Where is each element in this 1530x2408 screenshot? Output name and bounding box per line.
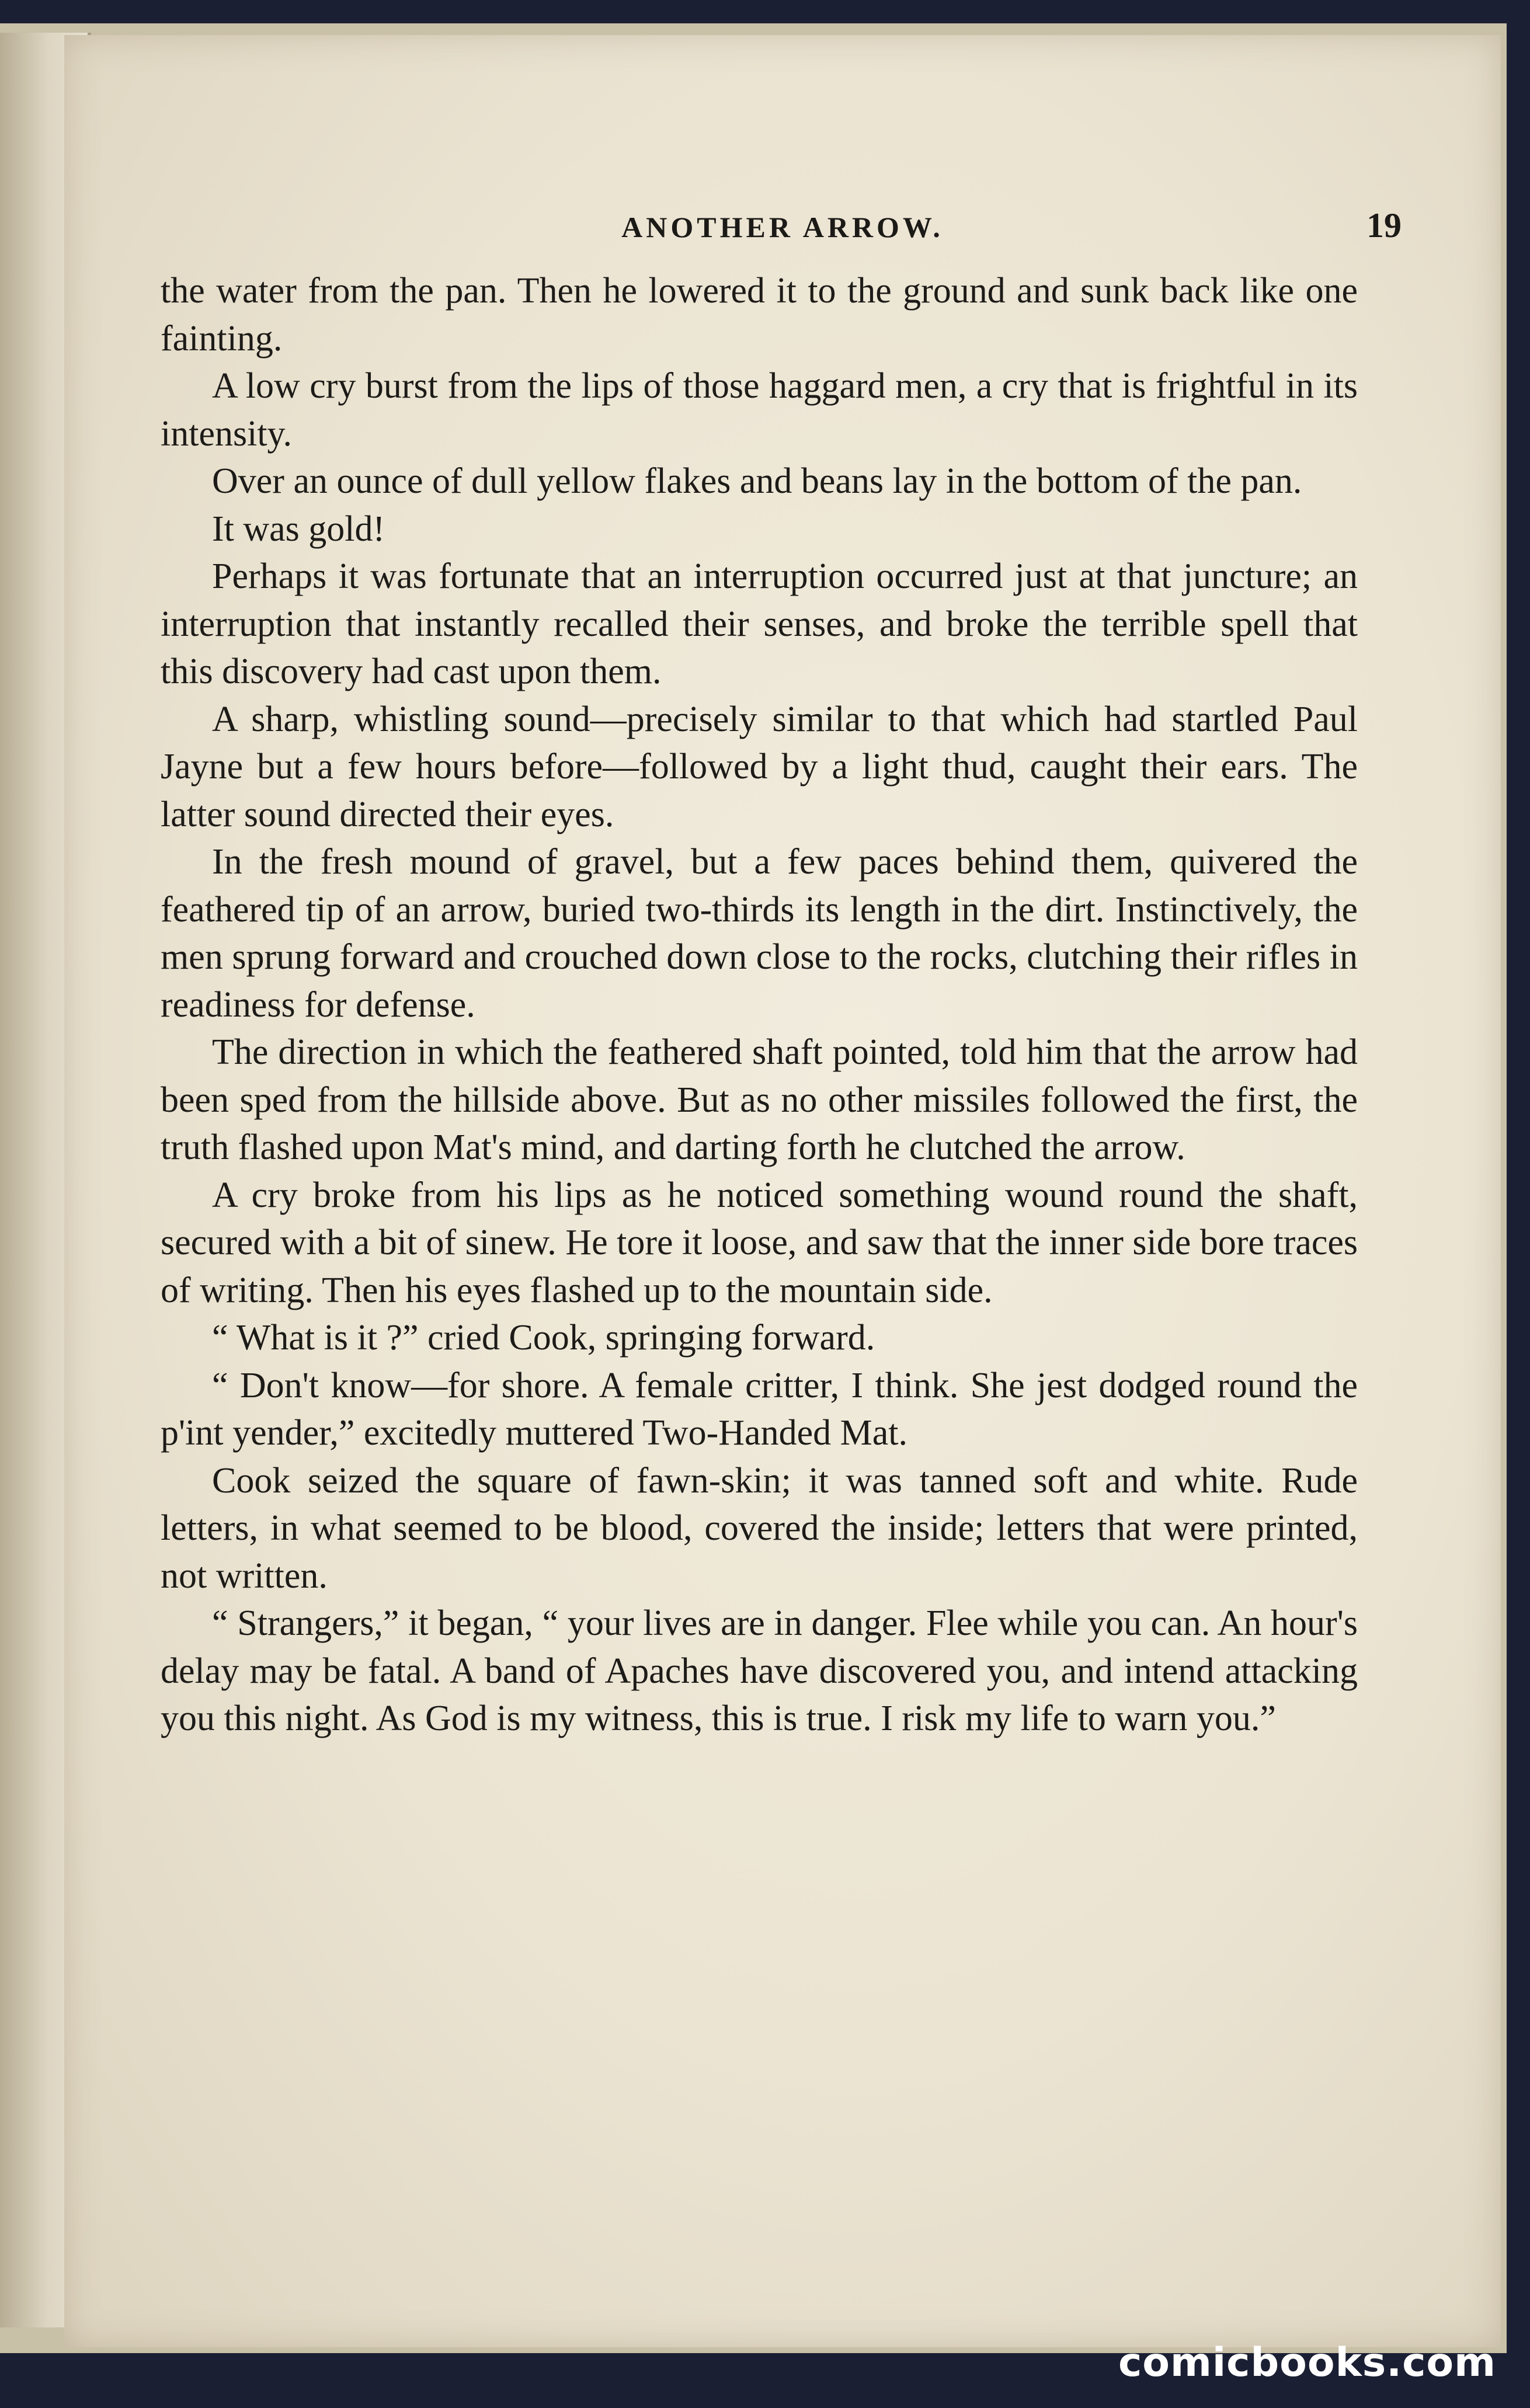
paragraph: It was gold!	[212, 509, 385, 549]
running-head: ANOTHER ARROW.	[621, 211, 944, 243]
paragraph: In the fresh mound of gravel, but a few paces behind them, quivered the feathered tip of an arrow, buried two-thirds its length in the dirt. Instinctively, the men sprung forward and crouched down close to the rocks, clutching their rifles in readiness for defense.	[161, 842, 1358, 1025]
paragraph: “ What is it ?” cried Cook, springing forward.	[212, 1318, 875, 1358]
paragraph: “ Strangers,” it began, “ your lives are in danger. Flee while you can. An hour's delay may be fatal. A band of Apaches have discovered you, and intend attacking you this night. As God is my witness, this is true. I risk my life to warn you.”	[161, 1603, 1358, 1738]
paragraph: Cook seized the square of fawn-skin; it was tanned soft and white. Rude letters, in what seemed to be blood, covered the inside; letters that were printed, not written.	[161, 1460, 1358, 1596]
paragraph: “ Don't know—for shore. A female critter, I think. She jest dodged round the p'int yender,” excitedly muttered Two-Handed Mat.	[161, 1365, 1358, 1453]
page-number: 19	[1366, 206, 1402, 245]
paragraph: Perhaps it was fortunate that an interruption occurred just at that juncture; an interruption that instantly recalled their senses, and broke the terrible spell that this discovery had cast upon them.	[161, 556, 1358, 691]
watermark: comicbooks.com	[1118, 2340, 1496, 2386]
paragraph: A cry broke from his lips as he noticed something wound round the shaft, secured with a bit of sinew. He tore it loose, and saw that the inner side bore traces of writing. Then his eyes flashed up to the mountain side.	[161, 1175, 1358, 1310]
paragraph: A low cry burst from the lips of those haggard men, a cry that is frightful in its intensity.	[161, 366, 1358, 454]
paragraph: Over an ounce of dull yellow flakes and beans lay in the bottom of the pan.	[212, 461, 1302, 501]
paragraph: the water from the pan. Then he lowered it to the ground and sunk back like one fainting.	[161, 271, 1358, 359]
paragraph: The direction in which the feathered shaft pointed, told him that the arrow had been sped from the hillside above. But as no other missiles followed the first, the truth flashed upon Mat's mind, and darting forth he clutched the arrow.	[161, 1032, 1358, 1167]
body-text	[161, 267, 1358, 1743]
paragraph: A sharp, whistling sound—precisely similar to that which had startled Paul Jayne but a few hours before—followed by a light thud, caught their ears. The latter sound directed their eyes.	[161, 699, 1358, 834]
